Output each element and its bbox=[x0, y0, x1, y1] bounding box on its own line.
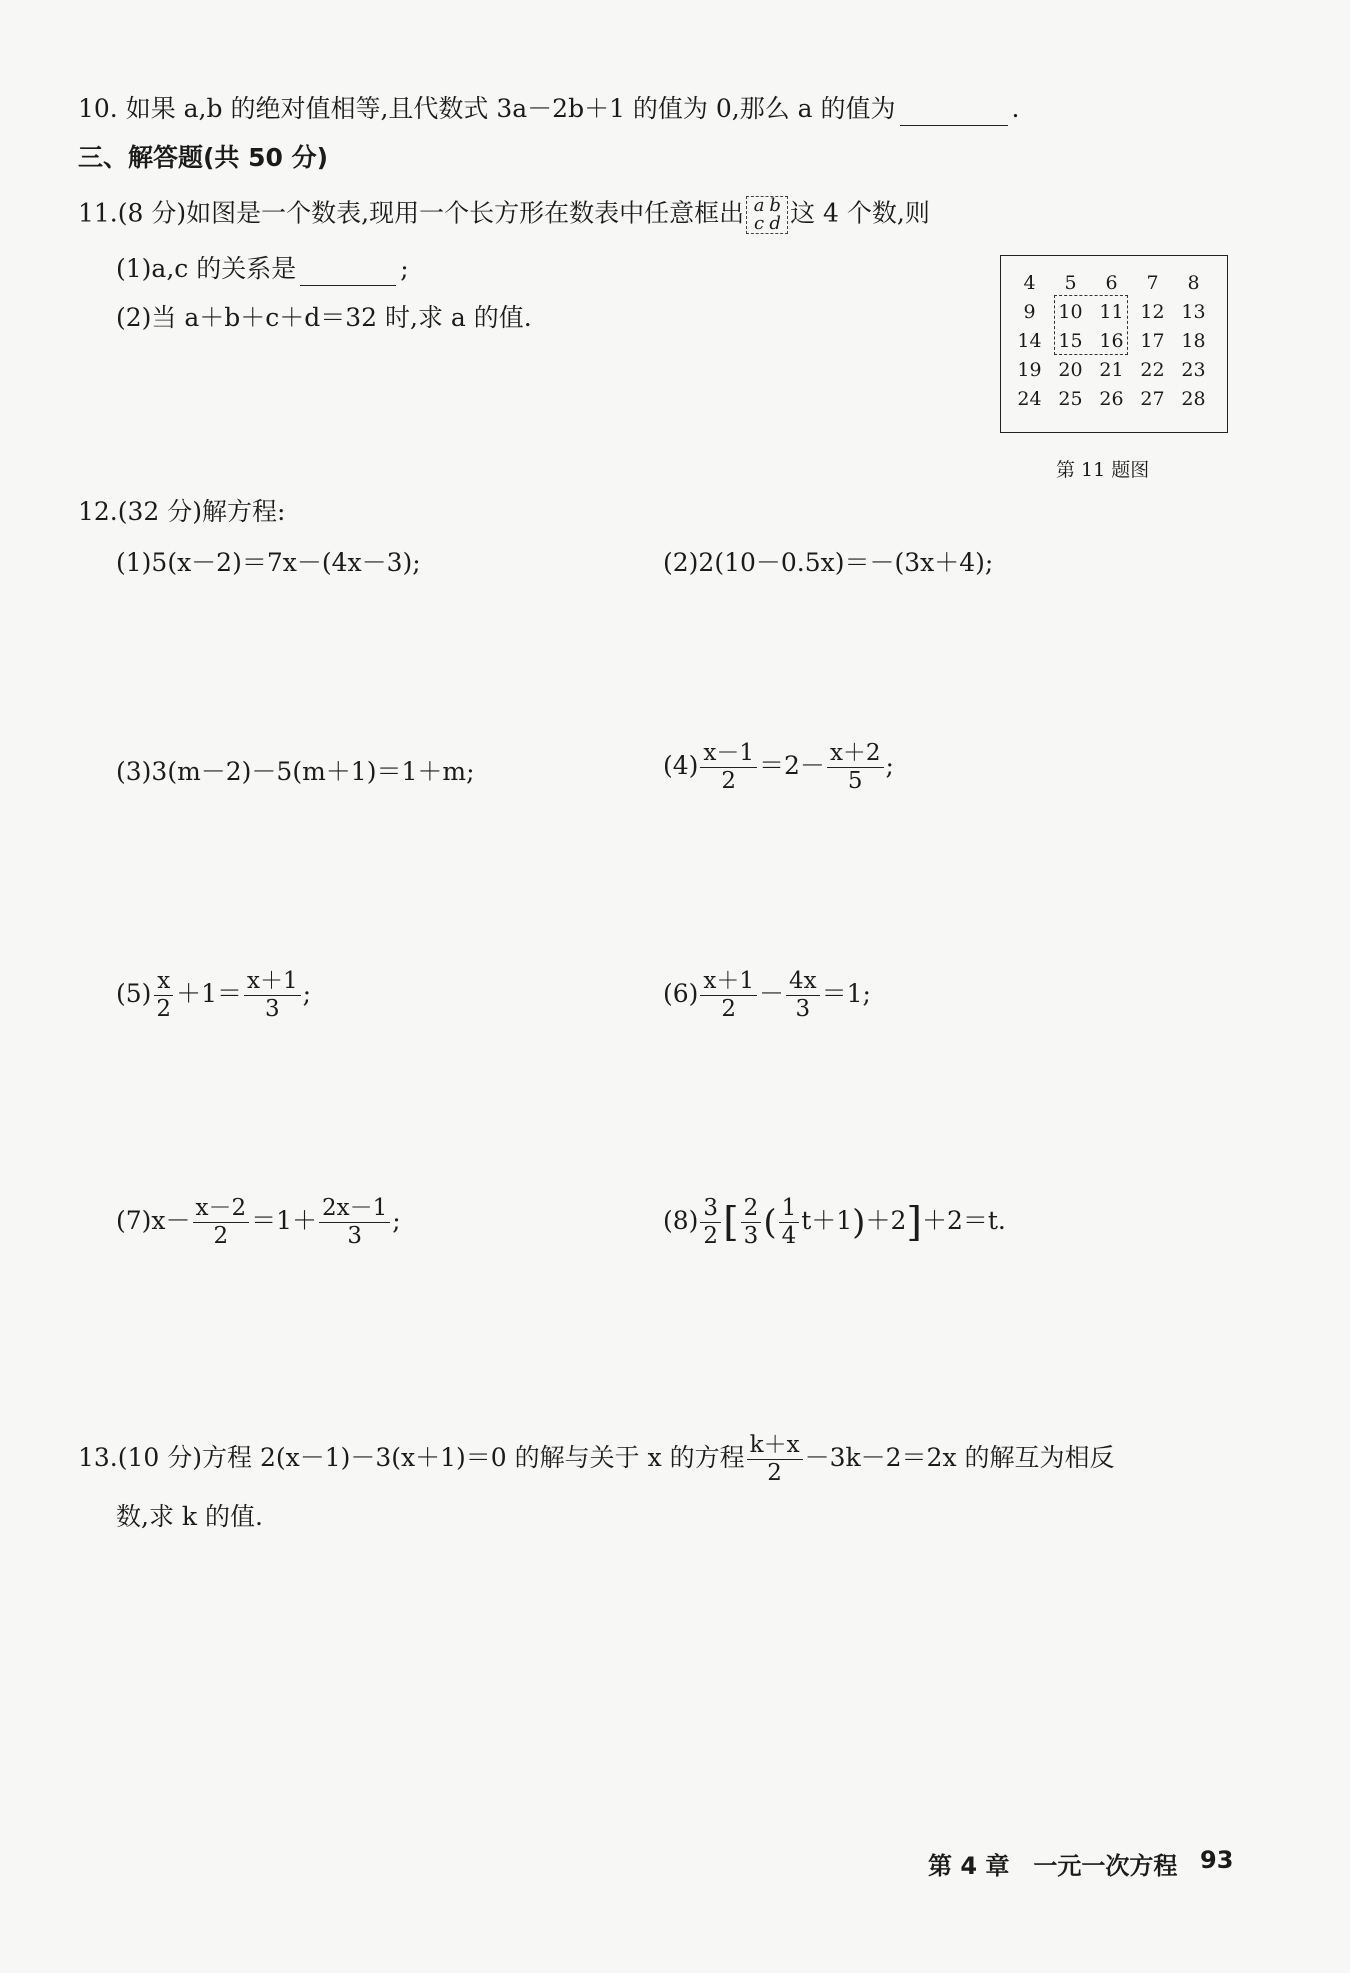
figure-caption: 第 11 题图 bbox=[1056, 459, 1150, 481]
table-cell: 21 bbox=[1099, 358, 1124, 381]
question-11-stem: 11.(8 分)如图是一个数表,现用一个长方形在数表中任意框出 bbox=[78, 198, 745, 228]
table-cell: 13 bbox=[1181, 300, 1206, 323]
table-cell: 9 bbox=[1023, 300, 1036, 323]
table-cell: 5 bbox=[1064, 271, 1077, 294]
answer-blank bbox=[300, 261, 396, 286]
question-13-line-1: 13.(10 分)方程 2(x－1)－3(x＋1)＝0 的解与关于 x 的方程 $\frac{k+x}{2}$ －3k－2＝2x 的解互为相反 bbox=[78, 1432, 1115, 1486]
table-cell: 10 bbox=[1058, 300, 1083, 323]
table-cell: 24 bbox=[1017, 387, 1042, 410]
answer-blank bbox=[900, 101, 1008, 126]
table-row bbox=[1009, 355, 1214, 384]
table-cell: 23 bbox=[1181, 358, 1206, 381]
question-10-text: 10. 如果 a,b 的绝对值相等,且代数式 3a－2b＋1 的值为 0,那么 a 的值为 bbox=[78, 94, 896, 123]
abcd-box: a b c d bbox=[746, 196, 788, 234]
table-cell: 17 bbox=[1140, 329, 1165, 352]
equation-3: (3)3(m－2)－5(m＋1)＝1＋m; bbox=[116, 757, 475, 786]
table-cell: 22 bbox=[1140, 358, 1165, 381]
selection-rectangle bbox=[1054, 295, 1128, 355]
table-cell: 6 bbox=[1105, 271, 1118, 294]
table-cell: 20 bbox=[1058, 358, 1083, 381]
table-row bbox=[1009, 268, 1214, 297]
footer-chapter: 第 4 章 一元一次方程 bbox=[928, 1852, 1178, 1880]
table-cell: 28 bbox=[1181, 387, 1206, 410]
table-cell: 26 bbox=[1099, 387, 1124, 410]
equation-2: (2)2(10－0.5x)＝－(3x＋4); bbox=[663, 548, 994, 577]
table-cell: 8 bbox=[1187, 271, 1200, 294]
table-cell: 12 bbox=[1140, 300, 1165, 323]
equation-5: (5) $\frac{x}{2}$ ＋1＝ $\frac{x+1}{3}$ ; bbox=[116, 968, 312, 1022]
question-11-stem-end: 这 4 个数,则 bbox=[790, 198, 930, 228]
table-cell: 14 bbox=[1017, 329, 1042, 352]
page-number: 93 bbox=[1200, 1846, 1234, 1874]
equation-4: (4) $\frac{x-1}{2}$ ＝2－ $\frac{x+2}{5}$ ; bbox=[663, 740, 894, 794]
table-row bbox=[1009, 384, 1214, 413]
section-title: 三、解答题(共 50 分) bbox=[78, 143, 329, 172]
table-cell: 15 bbox=[1058, 329, 1083, 352]
question-11-part-2: (2)当 a＋b＋c＋d＝32 时,求 a 的值. bbox=[116, 303, 532, 332]
table-cell: 19 bbox=[1017, 358, 1042, 381]
period: . bbox=[1011, 94, 1020, 123]
equation-8: (8) $\frac{3}{2}$ [ $\frac{2}{3}$ ( $\frac{1}{4}$ t＋1)＋2]＋2＝t. bbox=[663, 1195, 1006, 1249]
question-11-part-1: (1)a,c 的关系是 ; bbox=[116, 252, 409, 286]
equation-7: (7)x－ $\frac{x-2}{2}$ ＝1＋ $\frac{2x-1}{3}$ ; bbox=[116, 1195, 401, 1249]
table-cell: 4 bbox=[1023, 271, 1036, 294]
table-cell: 7 bbox=[1146, 271, 1159, 294]
table-cell: 25 bbox=[1058, 387, 1083, 410]
question-10 bbox=[78, 92, 1019, 126]
question-13-line-2: 数,求 k 的值. bbox=[116, 1502, 263, 1531]
table-cell: 27 bbox=[1140, 387, 1165, 410]
question-11 bbox=[78, 196, 930, 234]
question-12-stem: 12.(32 分)解方程: bbox=[78, 497, 286, 526]
equation-1: (1)5(x－2)＝7x－(4x－3); bbox=[116, 548, 421, 577]
table-cell: 18 bbox=[1181, 329, 1206, 352]
equation-6: (6) $\frac{x+1}{2}$ － $\frac{4x}{3}$ ＝1; bbox=[663, 968, 871, 1022]
table-cell: 16 bbox=[1099, 329, 1124, 352]
table-cell: 11 bbox=[1099, 300, 1124, 323]
